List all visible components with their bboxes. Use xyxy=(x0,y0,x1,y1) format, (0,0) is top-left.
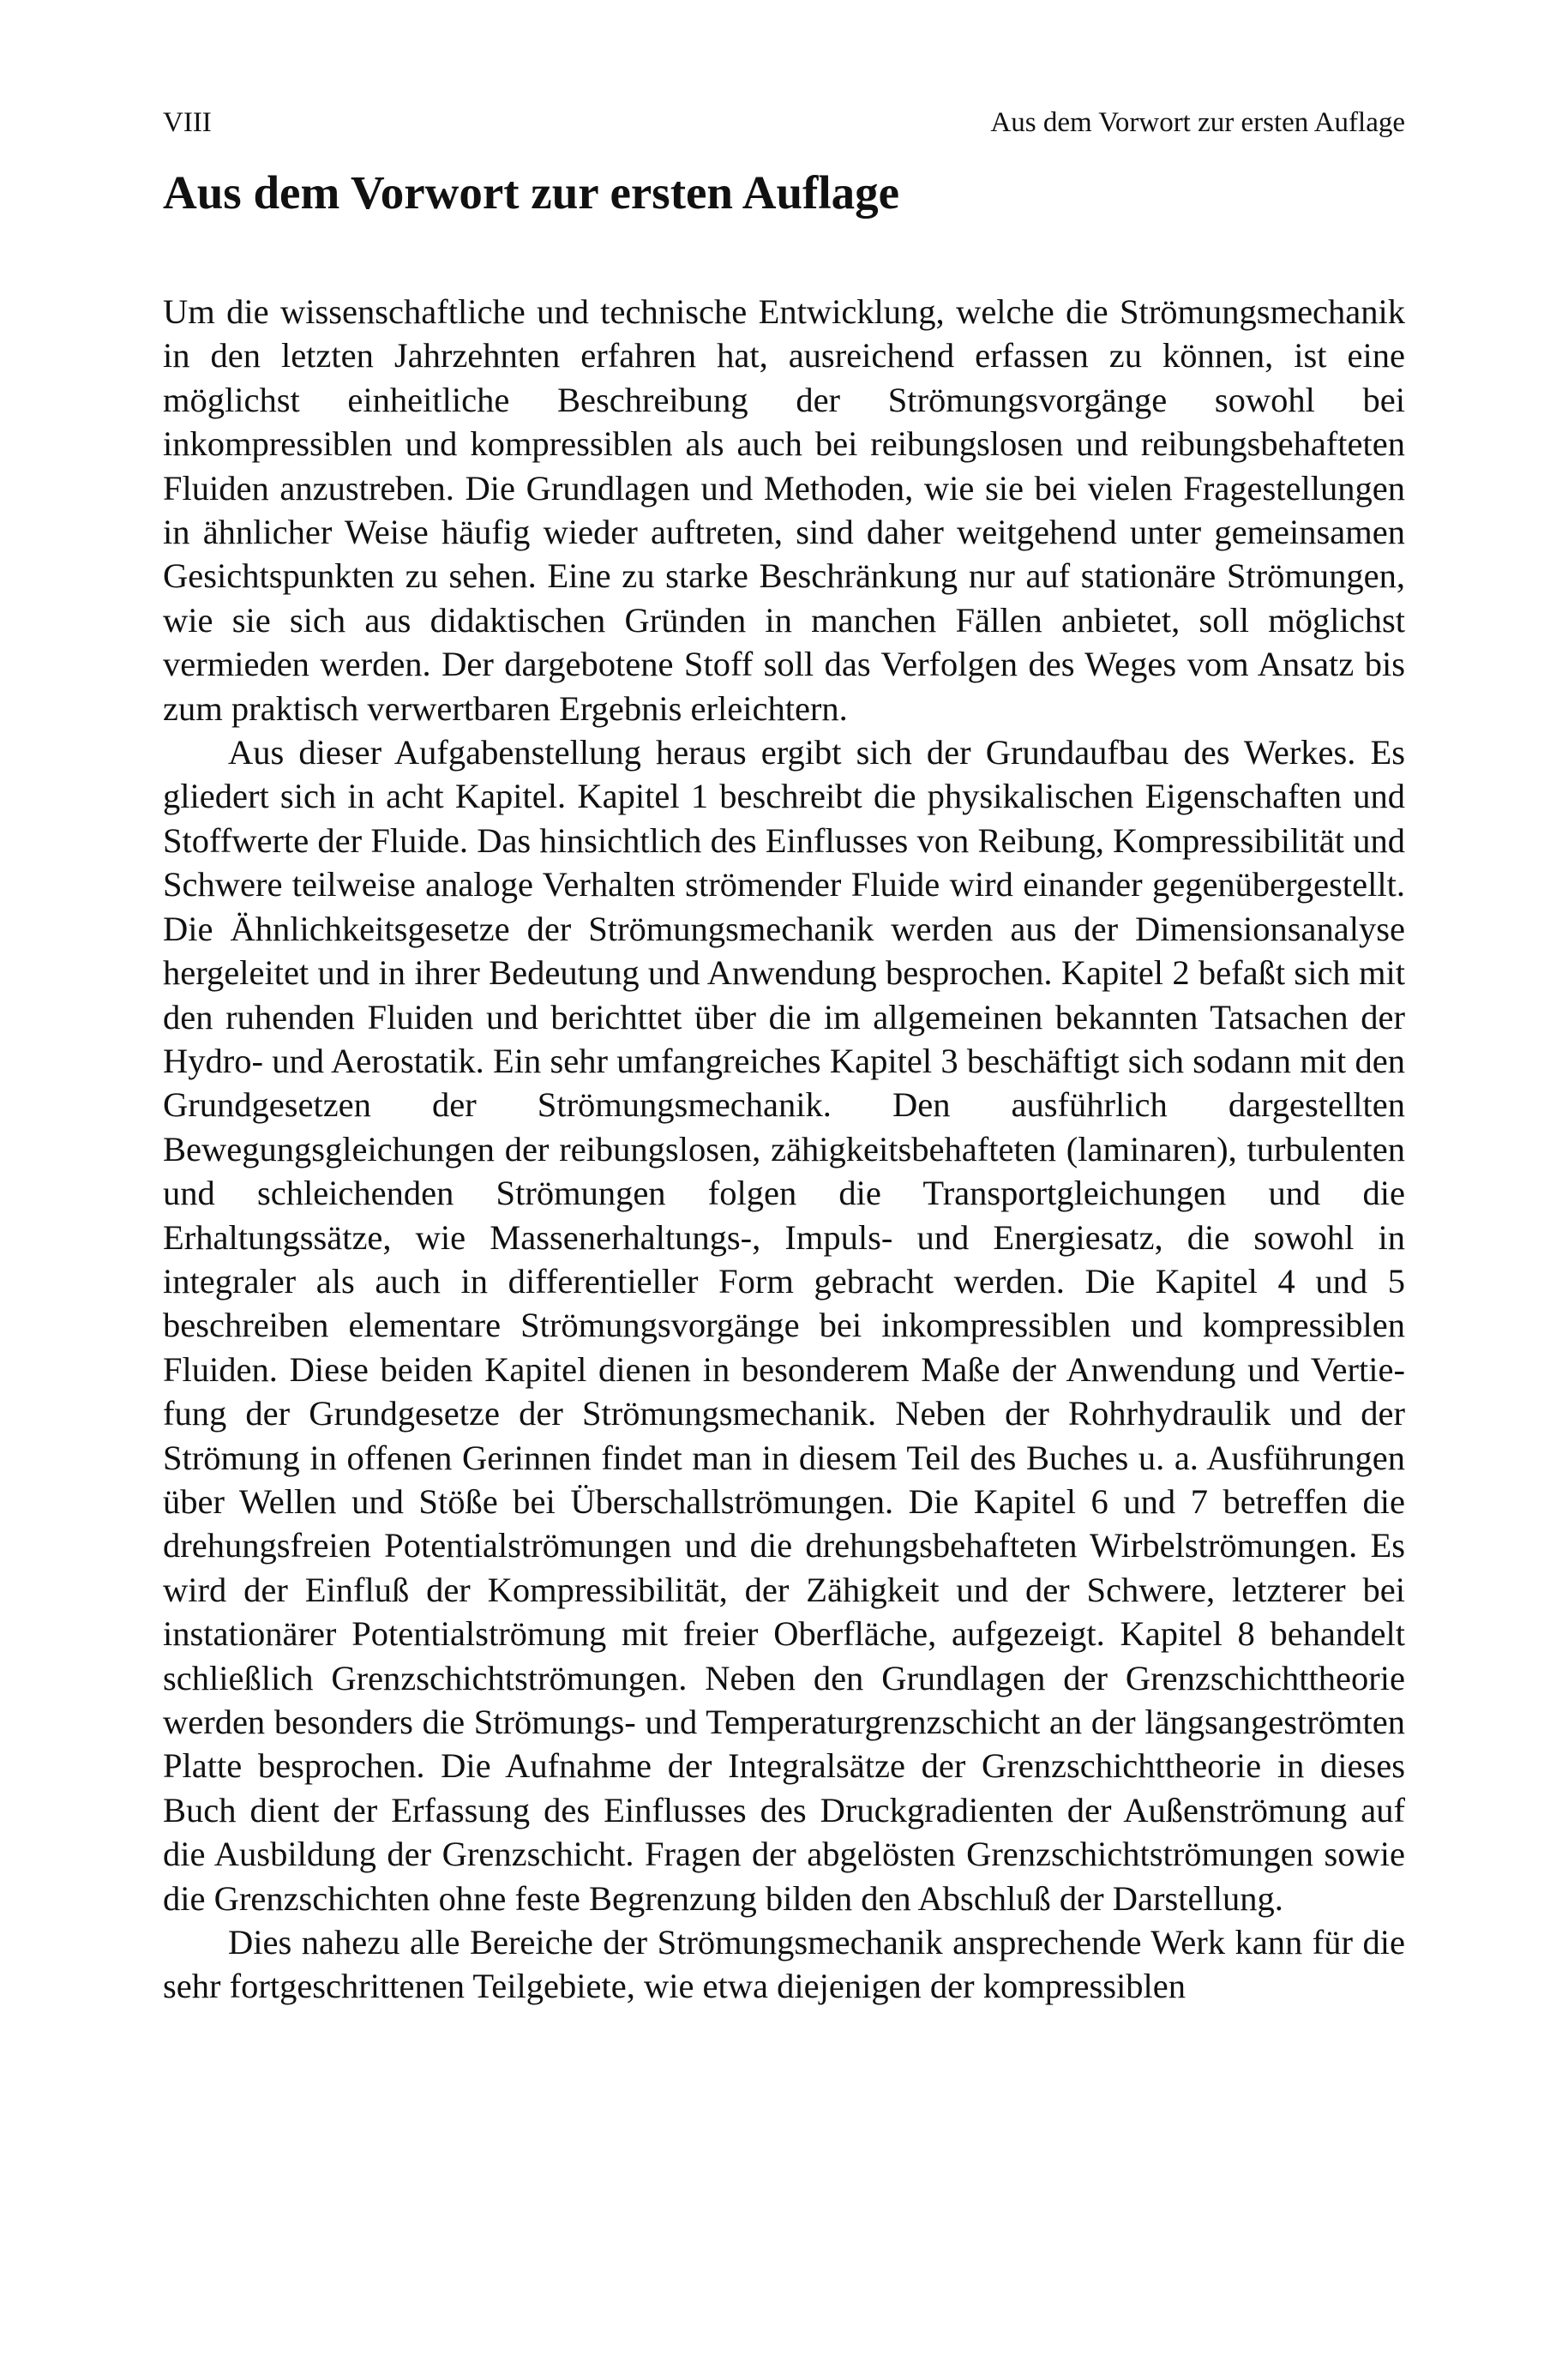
page-number: VIII xyxy=(163,107,212,138)
running-title: Aus dem Vorwort zur ersten Auflage xyxy=(990,107,1405,138)
body-text xyxy=(163,290,1405,2009)
chapter-title: Aus dem Vorwort zur ersten Auflage xyxy=(163,166,900,219)
paragraph-2: Aus dieser Aufgabenstellung heraus ergibt sich der Grundaufbau des Werkes. Es gliedert sich in acht Kapitel. Kapitel 1 beschreibt die physikalischen Eigenschaften und Stoffwerte der Fluide. Das hinsichtlich des Einflusses von Reibung, Kompressibilität und Schwere teilweise analoge Verhalten strömender Fluide wird einander gegenübergestellt. Die Ähnlichkeitsgesetze der Strömungsmechanik werden aus der Dimensionsanalyse hergeleitet und in ihrer Bedeutung und Anwendung besprochen. Kapitel 2 befaßt sich mit den ruhenden Fluiden und berichttet über die im allgemeinen bekannten Tatsachen der Hydro- und Aerostatik. Ein sehr umfangreiches Kapitel 3 beschäftigt sich sodann mit den Grundgesetzen der Strömungsmechanik. Den ausführlich dargestellten Bewegungsgleichungen der reibungslosen, zähigkeitsbehafteten (laminaren), turbulenten und schleichenden Strömungen folgen die Transportgleichungen und die Erhaltungssätze, wie Massenerhaltungs-, Impuls- und Energiesatz, die sowohl in integraler als auch in differentieller Form gebracht werden. Die Kapitel 4 und 5 beschreiben elementare Strömungsvorgänge bei inkompressiblen und kompressiblen Fluiden. Diese beiden Kapitel dienen in besonderem Maße der Anwendung und Vertiefung der Grundgesetze der Strömungsmechanik. Neben der Rohrhydraulik und der Strömung in offenen Gerinnen findet man in diesem Teil des Buches u. a. Ausführungen über Wellen und Stöße bei Überschallströmungen. Die Kapitel 6 und 7 betreffen die drehungsfreien Potentialströmungen und die drehungsbehafteten Wirbelströmungen. Es wird der Einfluß der Kompressibilität, der Zähigkeit und der Schwere, letzterer bei instationärer Potentialströmung mit freier Oberfläche, aufgezeigt. Kapitel 8 behandelt schließlich Grenzschichtströmungen. Neben den Grundlagen der Grenzschichttheorie werden besonders die Strömungs- und Temperaturgrenzschicht an der längsangeströmten Platte besprochen. Die Aufnahme der Integralsätze der Grenzschichttheorie in dieses Buch dient der Erfassung des Einflusses des Druckgradienten der Außenströmung auf die Ausbildung der Grenzschicht. Fragen der abgelösten Grenzschichtströmungen sowie die Grenzschichten ohne feste Begrenzung bilden den Abschluß der Darstellung. xyxy=(163,733,1405,1918)
running-head xyxy=(163,101,1405,144)
paragraph-1: Um die wissenschaftliche und technische Entwicklung, welche die Strömungsmechanik in den letzten Jahrzehnten erfahren hat, ausreichend erfassen zu können, ist eine möglichst einheitliche Beschreibung der Strömungsvorgänge sowohl bei inkompressiblen und kompressiblen als auch bei reibungslosen und reibungsbehafteten Fluiden anzustreben. Die Grundlagen und Methoden, wie sie bei vielen Fragestellungen in ähnlicher Weise häufig wieder auftreten, sind daher weitgehend unter gemeinsamen Gesichtspunkten zu sehen. Eine zu starke Beschränkung nur auf stationäre Strömungen, wie sie sich aus didaktischen Gründen in manchen Fällen anbietet, soll möglichst vermieden werden. Der dargebotene Stoff soll das Verfolgen des Weges vom Ansatz bis zum praktisch verwertbaren Ergebnis erleichtern. xyxy=(163,292,1405,728)
paragraph-3: Dies nahezu alle Bereiche der Strömungsmechanik ansprechende Werk kann für die sehr fortgeschrittenen Teilgebiete, wie etwa diejenigen der kompressiblen xyxy=(163,1923,1405,2006)
